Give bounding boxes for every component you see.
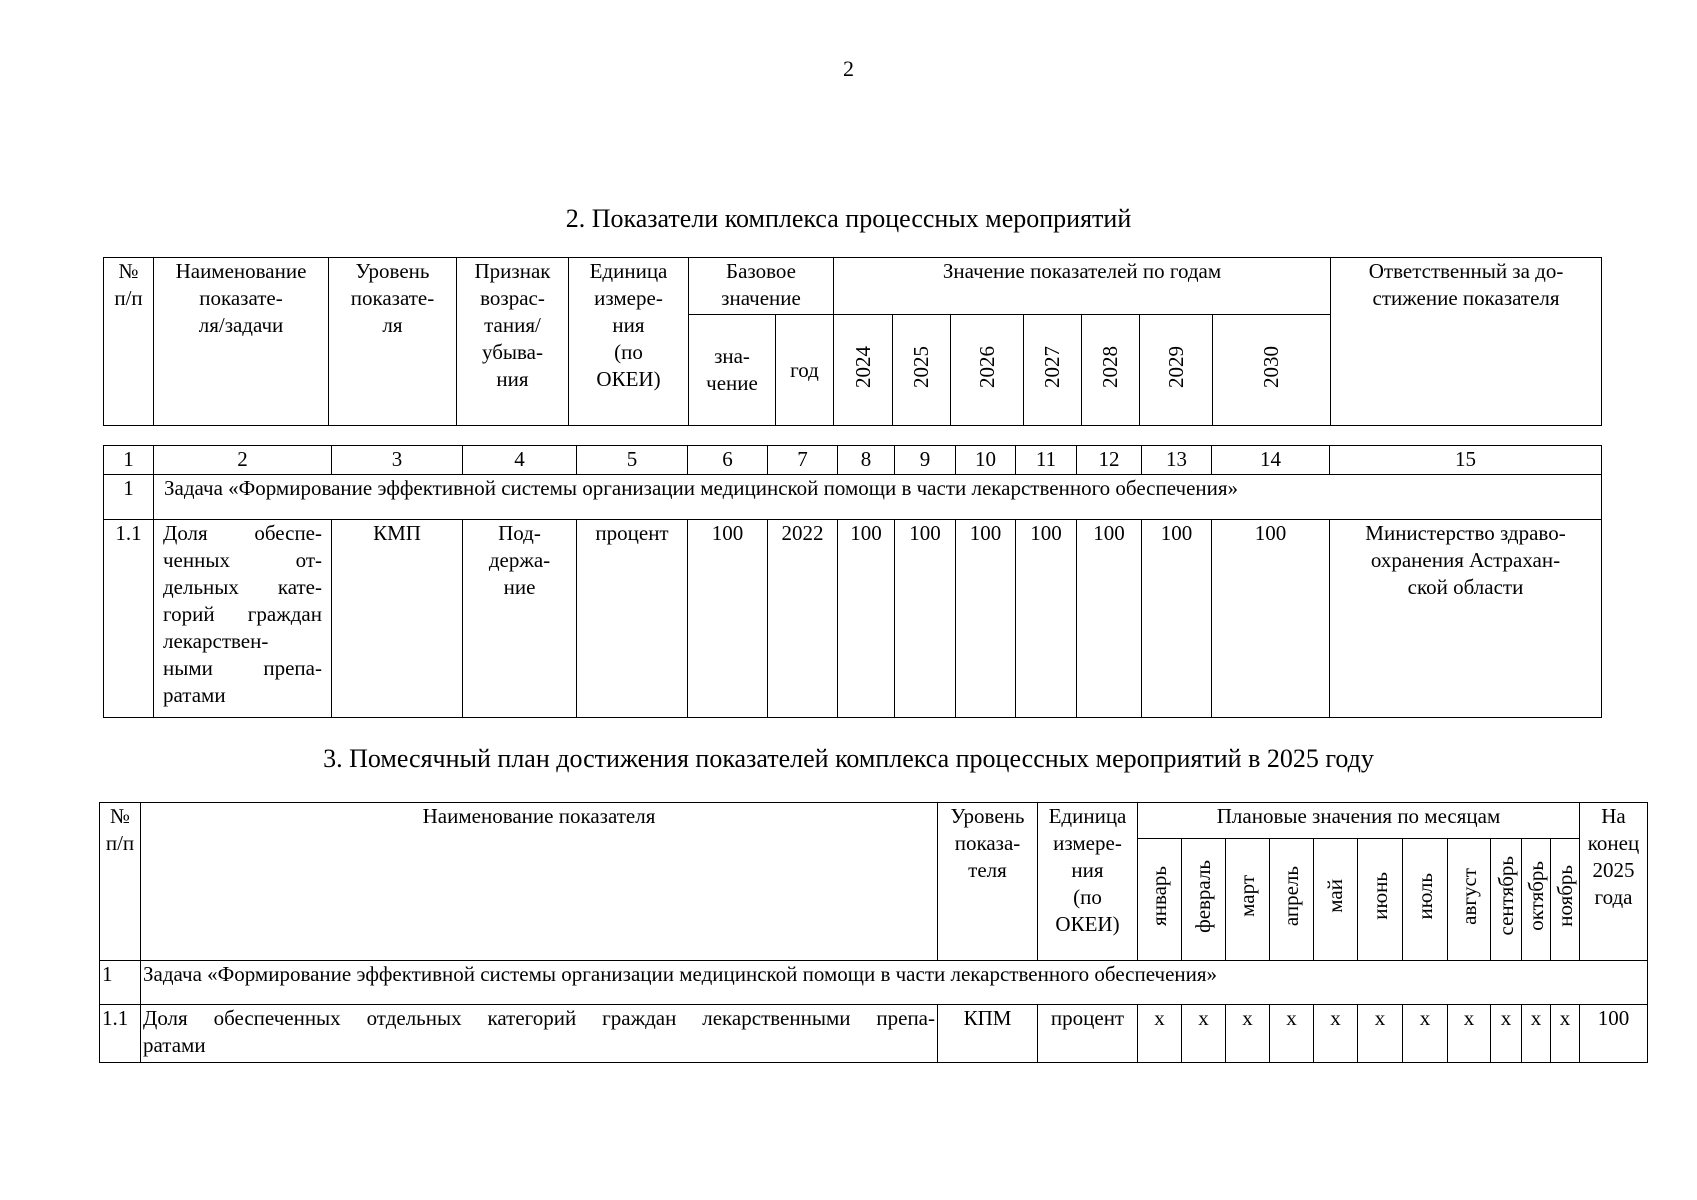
row-month-value: x bbox=[1522, 1005, 1551, 1063]
col-number: 11 bbox=[1016, 446, 1077, 475]
indicators-header-table bbox=[103, 257, 1602, 426]
col-number: 13 bbox=[1142, 446, 1212, 475]
header-level: Уровень показа- теля bbox=[938, 803, 1038, 961]
col-number: 8 bbox=[838, 446, 895, 475]
header-year: 2028 bbox=[1082, 315, 1140, 426]
row-month-value: x bbox=[1314, 1005, 1358, 1063]
row-month-value: x bbox=[1551, 1005, 1580, 1063]
header-name: Наименование показателя bbox=[141, 803, 938, 961]
header-year: 2030 bbox=[1213, 315, 1331, 426]
section-3-title: 3. Помесячный план достижения показателей комплекса процессных мероприятий в 2025 году bbox=[323, 744, 1374, 773]
row-month-value: x bbox=[1182, 1005, 1226, 1063]
row-month-value: x bbox=[1403, 1005, 1448, 1063]
row-name: Доля обеспе- ченных от- дельных кате- горий граждан лекарствен- ными препа- ратами bbox=[154, 520, 332, 718]
header-month: октябрь bbox=[1522, 839, 1551, 961]
col-number: 9 bbox=[895, 446, 956, 475]
col-number: 12 bbox=[1077, 446, 1142, 475]
row-level: КПМ bbox=[938, 1005, 1038, 1063]
row-value: 100 bbox=[895, 520, 956, 718]
section-2-title: 2. Показатели комплекса процессных мероприятий bbox=[565, 204, 1132, 233]
row-value: 100 bbox=[1016, 520, 1077, 718]
header-month: апрель bbox=[1270, 839, 1314, 961]
col-number: 2 bbox=[154, 446, 332, 475]
row-unit: процент bbox=[577, 520, 688, 718]
header-level: Уровень показате- ля bbox=[329, 258, 457, 426]
task-text: Задача «Формирование эффективной системы организации медицинской помощи в части лекарственного обеспечения» bbox=[154, 475, 1602, 520]
header-base-value: зна- чение bbox=[689, 315, 776, 426]
row-value: 100 bbox=[838, 520, 895, 718]
row-value: 100 bbox=[1212, 520, 1330, 718]
header-month: февраль bbox=[1182, 839, 1226, 961]
header-values-by-year: Значение показателей по годам bbox=[834, 258, 1331, 315]
row-name: Доля обеспеченных отдельных категорий граждан лекарственными препа- ратами bbox=[141, 1005, 938, 1063]
header-month: январь bbox=[1138, 839, 1182, 961]
header-name: Наименование показате- ля/задачи bbox=[154, 258, 329, 426]
header-end-of-year: На конец 2025 года bbox=[1580, 803, 1648, 961]
header-unit: Единица измере- ния (по ОКЕИ) bbox=[569, 258, 689, 426]
monthly-plan-table bbox=[99, 802, 1648, 1063]
row-month-value: x bbox=[1358, 1005, 1403, 1063]
header-year: 2026 bbox=[951, 315, 1024, 426]
row-value: 100 bbox=[1142, 520, 1212, 718]
row-base-value: 100 bbox=[688, 520, 768, 718]
header-sign: Признак возрас- тания/ убыва- ния bbox=[457, 258, 569, 426]
page-number: 2 bbox=[843, 56, 854, 81]
header-year: 2024 bbox=[834, 315, 893, 426]
col-number: 7 bbox=[768, 446, 838, 475]
header-num: № п/п bbox=[104, 258, 154, 426]
row-month-value: x bbox=[1270, 1005, 1314, 1063]
header-base-year: год bbox=[776, 315, 834, 426]
row-value: 100 bbox=[956, 520, 1016, 718]
row-num: 1.1 bbox=[100, 1005, 141, 1063]
header-month: май bbox=[1314, 839, 1358, 961]
row-unit: процент bbox=[1038, 1005, 1138, 1063]
header-year: 2029 bbox=[1140, 315, 1213, 426]
row-value: 100 bbox=[1077, 520, 1142, 718]
header-month: ноябрь bbox=[1551, 839, 1580, 961]
col-number: 3 bbox=[332, 446, 463, 475]
col-number: 6 bbox=[688, 446, 768, 475]
row-month-value: x bbox=[1448, 1005, 1491, 1063]
indicators-body-table bbox=[103, 445, 1602, 718]
row-sign: Под- держа- ние bbox=[463, 520, 577, 718]
col-number: 10 bbox=[956, 446, 1016, 475]
row-end-value: 100 bbox=[1580, 1005, 1648, 1063]
task-num: 1 bbox=[100, 961, 141, 1005]
row-num: 1.1 bbox=[104, 520, 154, 718]
task-text: Задача «Формирование эффективной системы организации медицинской помощи в части лекарственного обеспечения» bbox=[141, 961, 1648, 1005]
header-month: март bbox=[1226, 839, 1270, 961]
header-monthly: Плановые значения по месяцам bbox=[1138, 803, 1580, 839]
header-unit: Единица измере- ния (по ОКЕИ) bbox=[1038, 803, 1138, 961]
col-number: 4 bbox=[463, 446, 577, 475]
header-num: № п/п bbox=[100, 803, 141, 961]
header-month: август bbox=[1448, 839, 1491, 961]
row-month-value: x bbox=[1138, 1005, 1182, 1063]
row-responsible: Министерство здраво- охранения Астрахан- ской области bbox=[1330, 520, 1602, 718]
header-month: сентябрь bbox=[1491, 839, 1522, 961]
header-month: июнь bbox=[1358, 839, 1403, 961]
col-number: 5 bbox=[577, 446, 688, 475]
row-month-value: x bbox=[1226, 1005, 1270, 1063]
row-base-year: 2022 bbox=[768, 520, 838, 718]
row-level: КМП bbox=[332, 520, 463, 718]
task-num: 1 bbox=[104, 475, 154, 520]
col-number: 14 bbox=[1212, 446, 1330, 475]
col-number: 1 bbox=[104, 446, 154, 475]
header-year: 2025 bbox=[893, 315, 951, 426]
header-base: Базовое значение bbox=[689, 258, 834, 315]
header-month: июль bbox=[1403, 839, 1448, 961]
header-responsible: Ответственный за до- стижение показателя bbox=[1331, 258, 1602, 426]
col-number: 15 bbox=[1330, 446, 1602, 475]
header-year: 2027 bbox=[1024, 315, 1082, 426]
row-month-value: x bbox=[1491, 1005, 1522, 1063]
